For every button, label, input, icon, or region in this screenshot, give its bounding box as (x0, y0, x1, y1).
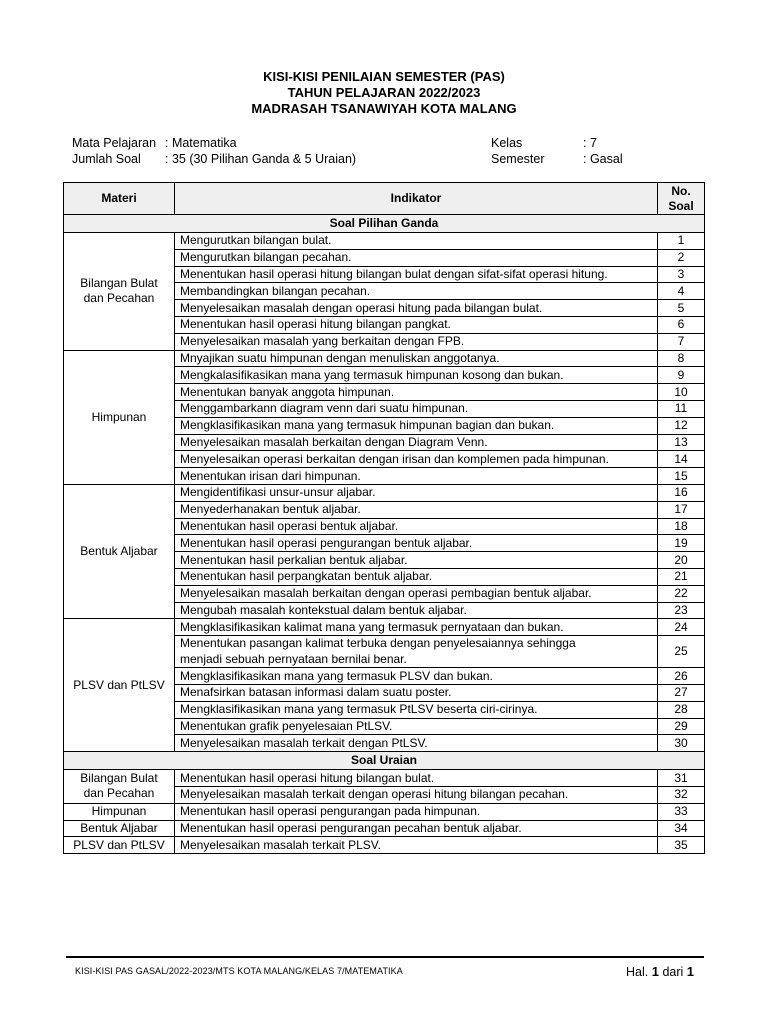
footer-doc-code: KISI-KISI PAS GASAL/2022-2023/MTS KOTA MALANG/KELAS 7/MATEMATIKA (75, 966, 403, 976)
indikator-cell (175, 384, 658, 401)
kelas-value: : 7 (583, 136, 597, 150)
indikator-cell (175, 249, 658, 266)
materi-cell (64, 770, 175, 804)
indikator-cell (175, 451, 658, 468)
no-soal-cell: 21 (658, 568, 705, 585)
section-pilihan-ganda-heading: Soal Pilihan Ganda (64, 215, 705, 233)
indikator-text: Menyelesaikan masalah berkaitan dengan Diagram Venn. (180, 434, 488, 449)
title-line-2: TAHUN PELAJARAN 2022/2023 (287, 85, 481, 100)
kisi-kisi-table (63, 182, 705, 854)
table-body (64, 215, 705, 854)
no-soal-cell: 7 (658, 333, 705, 350)
no-soal-cell: 23 (658, 602, 705, 619)
no-soal-cell: 17 (658, 501, 705, 518)
mapel-label: Mata Pelajaran (72, 136, 157, 150)
indikator-text: Mengubah masalah kontekstual dalam bentuk aljabar. (180, 602, 467, 617)
indikator-text: Menyelesaikan masalah terkait PLSV. (180, 837, 381, 852)
materi-line-1: Himpunan (91, 409, 147, 424)
table-row (64, 837, 705, 854)
materi-cell (64, 484, 175, 618)
indikator-cell (175, 718, 658, 735)
indikator-cell (175, 518, 658, 535)
semester-value: : Gasal (583, 152, 623, 166)
indikator-text: Mnyajikan suatu himpunan dengan menuliskan anggotanya. (180, 350, 500, 365)
header-no-line-2: Soal (668, 198, 694, 213)
indikator-cell (175, 803, 658, 820)
no-soal-cell: 19 (658, 535, 705, 552)
materi-cell (64, 619, 175, 752)
indikator-text: Menafsirkan batasan informasi dalam suatu poster. (180, 685, 452, 700)
section-uraian-heading: Soal Uraian (64, 752, 705, 770)
indikator-text: Menentukan hasil operasi hitung bilangan bulat dengan sifat-sifat operasi hitung. (180, 266, 608, 281)
indikator-text: Menentukan irisan dari himpunan. (180, 468, 361, 483)
materi-line-2: dan Pecahan (83, 786, 155, 801)
indikator-cell (175, 501, 658, 518)
indikator-text: Menentukan hasil operasi hitung bilangan bulat. (180, 770, 435, 785)
indikator-cell (175, 786, 658, 803)
indikator-text: Menentukan pasangan kalimat terbuka dengan penyelesaiannya sehingga (180, 636, 576, 651)
no-soal-cell: 16 (658, 484, 705, 501)
indikator-cell (175, 568, 658, 585)
materi-line-1: Bentuk Aljabar (80, 544, 158, 559)
indikator-text: Menentukan grafik penyelesaian PtLSV. (180, 718, 393, 733)
indikator-cell (175, 233, 658, 250)
indikator-text: Mengklasifikasikan mana yang termasuk himpunan bagian dan bukan. (180, 418, 555, 433)
footer-hal: Hal. (626, 965, 649, 979)
section-uraian-row (64, 752, 705, 770)
indikator-cell (175, 417, 658, 434)
materi-cell (64, 820, 175, 837)
indikator-cell (175, 400, 658, 417)
materi-line-1: Bilangan Bulat (80, 276, 158, 291)
indikator-text: Menyelesaikan masalah yang berkaitan dengan FPB. (180, 334, 465, 349)
kelas-label: Kelas (491, 136, 523, 150)
header-no-line-1: No. (671, 183, 691, 198)
no-soal-cell: 9 (658, 367, 705, 384)
footer-page-number (626, 964, 694, 979)
indikator-text: Mengklasifikasikan kalimat mana yang termasuk pernyataan dan bukan. (180, 619, 564, 634)
no-soal-cell: 14 (658, 451, 705, 468)
indikator-cell (175, 316, 658, 333)
no-soal-cell: 2 (658, 249, 705, 266)
jumlah-label: Jumlah Soal (72, 152, 141, 166)
indikator-text: Menyelesaikan masalah terkait dengan operasi hitung bilangan pecahan. (180, 787, 569, 802)
indikator-text: Mengurutkan bilangan bulat. (180, 233, 332, 248)
indikator-cell (175, 820, 658, 837)
indikator-text: Mengklasifikasikan mana yang termasuk PLSV dan bukan. (180, 668, 493, 683)
no-soal-cell: 13 (658, 434, 705, 451)
indikator-text: Mengidentifikasi unsur-unsur aljabar. (180, 485, 376, 500)
materi-line-1: Himpunan (91, 804, 147, 819)
jumlah-value: : 35 (30 Pilihan Ganda & 5 Uraian) (165, 152, 357, 166)
no-soal-cell: 33 (658, 803, 705, 820)
no-soal-cell: 11 (658, 400, 705, 417)
indikator-text: Mengkalasifikasikan mana yang termasuk himpunan kosong dan bukan. (180, 367, 564, 382)
no-soal-cell: 26 (658, 668, 705, 685)
title-line-1: KISI-KISI PENILAIAN SEMESTER (PAS) (263, 69, 505, 84)
indikator-cell (175, 602, 658, 619)
indikator-text: Menentukan hasil perkalian bentuk aljabar. (180, 552, 408, 567)
no-soal-cell: 25 (658, 636, 705, 668)
no-soal-cell: 10 (658, 384, 705, 401)
no-soal-cell: 20 (658, 552, 705, 569)
indikator-text-line-2: menjadi sebuah pernyataan bernilai benar. (180, 651, 407, 666)
table-row (64, 803, 705, 820)
indikator-cell (175, 350, 658, 367)
indikator-text: Menentukan hasil operasi hitung bilangan pangkat. (180, 317, 451, 332)
no-soal-cell: 8 (658, 350, 705, 367)
no-soal-cell: 12 (658, 417, 705, 434)
indikator-cell (175, 266, 658, 283)
indikator-text: Menentukan hasil operasi pengurangan bentuk aljabar. (180, 535, 473, 550)
indikator-cell (175, 300, 658, 317)
indikator-cell (175, 684, 658, 701)
table-header-row (64, 183, 705, 215)
indikator-text: Menyelesaikan masalah terkait dengan PtLSV. (180, 735, 428, 750)
table-row (64, 350, 705, 367)
materi-line-1: Bentuk Aljabar (80, 820, 158, 835)
materi-cell (64, 803, 175, 820)
materi-cell (64, 837, 175, 854)
mapel-value: : Matematika (165, 136, 237, 150)
header-materi: Materi (64, 183, 175, 215)
indikator-cell (175, 585, 658, 602)
info-right (491, 135, 623, 167)
footer-page: 1 (651, 964, 659, 979)
document-title (0, 69, 768, 117)
indikator-cell (175, 668, 658, 685)
info-left (72, 135, 356, 167)
no-soal-cell: 5 (658, 300, 705, 317)
no-soal-cell: 6 (658, 316, 705, 333)
materi-cell (64, 350, 175, 484)
table-row (64, 233, 705, 250)
header-no-soal (658, 183, 705, 215)
indikator-cell (175, 837, 658, 854)
no-soal-cell: 24 (658, 619, 705, 636)
materi-line-1: Bilangan Bulat (80, 771, 158, 786)
indikator-text: Menyelesaikan operasi berkaitan dengan irisan dan komplemen pada himpunan. (180, 451, 609, 466)
no-soal-cell: 1 (658, 233, 705, 250)
indikator-text: Menyelesaikan masalah dengan operasi hitung pada bilangan bulat. (180, 300, 543, 315)
no-soal-cell: 18 (658, 518, 705, 535)
footer-divider (66, 956, 704, 958)
table-row (64, 770, 705, 787)
title-line-3: MADRASAH TSANAWIYAH KOTA MALANG (251, 101, 517, 116)
materi-line-2: dan Pecahan (83, 291, 155, 306)
indikator-cell (175, 770, 658, 787)
indikator-cell (175, 735, 658, 752)
indikator-cell (175, 535, 658, 552)
no-soal-cell: 35 (658, 837, 705, 854)
materi-line-1: PLSV dan PtLSV (73, 677, 165, 692)
indikator-text: Membandingkan bilangan pecahan. (180, 283, 371, 298)
no-soal-cell: 15 (658, 468, 705, 485)
materi-cell (64, 233, 175, 351)
indikator-cell (175, 484, 658, 501)
indikator-cell (175, 333, 658, 350)
indikator-cell (175, 283, 658, 300)
indikator-text: Menyederhanakan bentuk aljabar. (180, 502, 361, 517)
no-soal-cell: 3 (658, 266, 705, 283)
indikator-cell (175, 468, 658, 485)
indikator-cell (175, 552, 658, 569)
section-pilihan-ganda-row (64, 215, 705, 233)
indikator-text: Menentukan hasil operasi bentuk aljabar. (180, 518, 399, 533)
no-soal-cell: 22 (658, 585, 705, 602)
no-soal-cell: 27 (658, 684, 705, 701)
indikator-text: Menentukan hasil operasi pengurangan pecahan bentuk aljabar. (180, 820, 522, 835)
indikator-cell (175, 367, 658, 384)
no-soal-cell: 28 (658, 701, 705, 718)
indikator-text: Menentukan hasil operasi pengurangan pada himpunan. (180, 804, 481, 819)
no-soal-cell: 31 (658, 770, 705, 787)
semester-label: Semester (491, 152, 545, 166)
no-soal-cell: 32 (658, 786, 705, 803)
materi-line-1: PLSV dan PtLSV (73, 837, 165, 852)
footer-total: 1 (686, 964, 694, 979)
table-row (64, 484, 705, 501)
indikator-cell (175, 619, 658, 636)
indikator-text: Menentukan banyak anggota himpunan. (180, 384, 395, 399)
indikator-cell (175, 636, 658, 668)
table-row (64, 820, 705, 837)
no-soal-cell: 4 (658, 283, 705, 300)
indikator-cell (175, 434, 658, 451)
indikator-text: Menggambarkann diagram venn dari suatu himpunan. (180, 401, 469, 416)
indikator-text: Mengklasifikasikan mana yang termasuk PtLSV beserta ciri-cirinya. (180, 702, 538, 717)
no-soal-cell: 29 (658, 718, 705, 735)
header-indikator: Indikator (175, 183, 658, 215)
indikator-cell (175, 701, 658, 718)
indikator-text: Mengurutkan bilangan pecahan. (180, 250, 352, 265)
table-row (64, 619, 705, 636)
indikator-text: Menyelesaikan masalah berkaitan dengan operasi pembagian bentuk aljabar. (180, 586, 592, 601)
no-soal-cell: 30 (658, 735, 705, 752)
indikator-text: Menentukan hasil perpangkatan bentuk aljabar. (180, 569, 433, 584)
footer-dari: dari (662, 965, 684, 979)
no-soal-cell: 34 (658, 820, 705, 837)
